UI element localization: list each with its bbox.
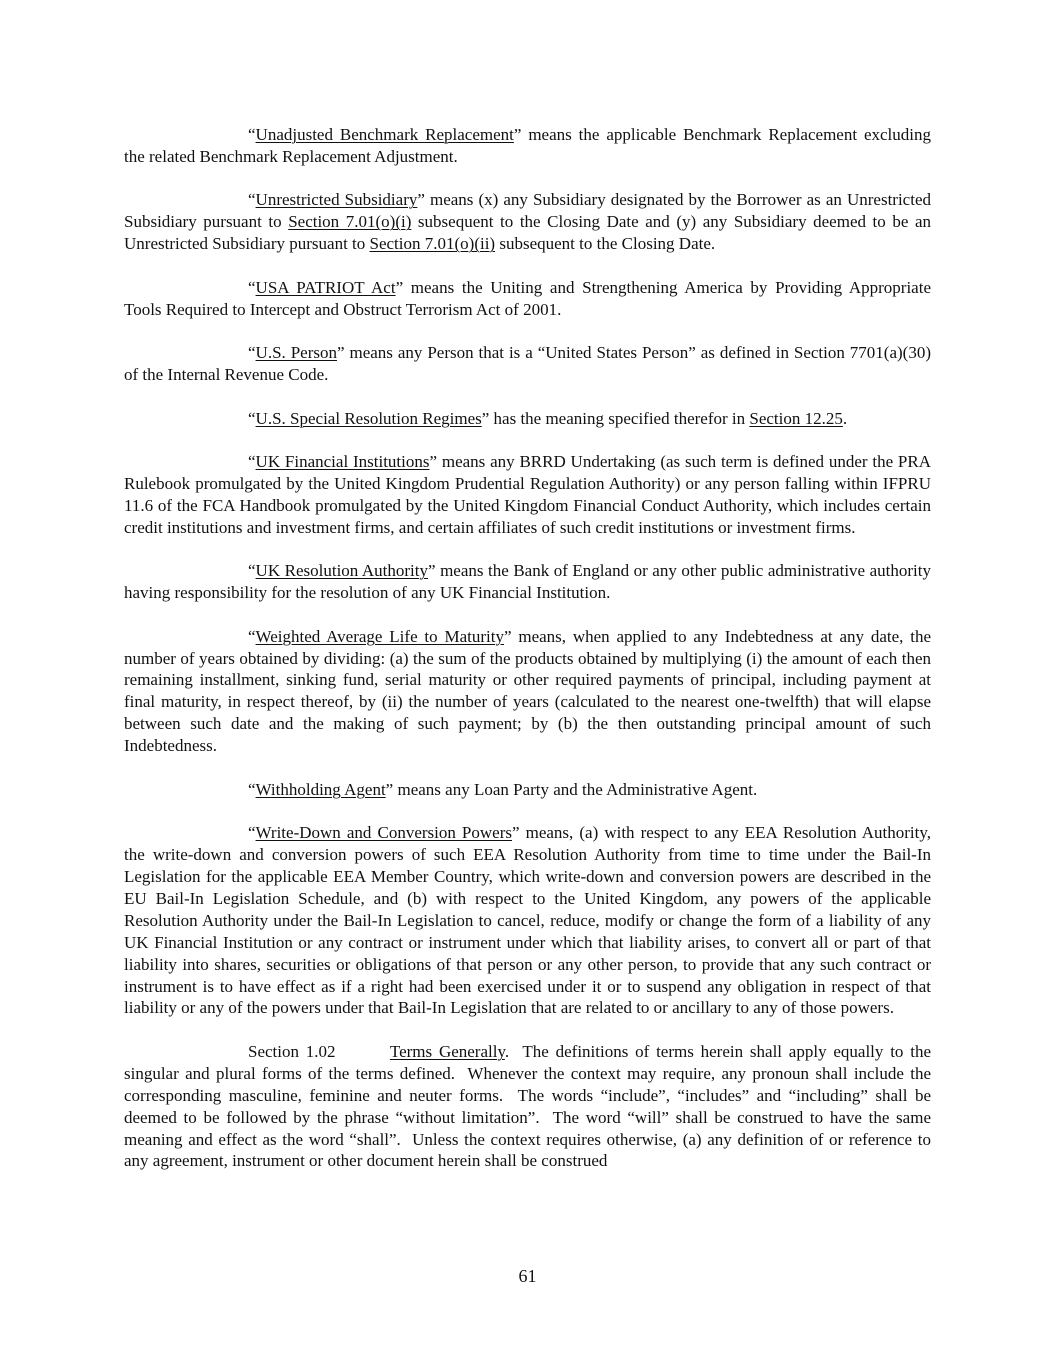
- section-reference: Section 7.01(o)(i): [288, 212, 412, 232]
- defined-term: Unrestricted Subsidiary: [255, 190, 418, 210]
- definition-text: has the meaning specified therefor in: [489, 408, 750, 428]
- definition-text: means (x) any Subsidiary designated by the Borrower as an Unrestricted Subsidiary pursuant to: [124, 190, 931, 232]
- definition-usa-patriot-act: [124, 277, 931, 321]
- definition-withholding-agent: [124, 779, 931, 801]
- page-number: 61: [518, 1266, 537, 1286]
- definition-text: means, (a) with respect to any EEA Resolution Authority, the write-down and conversion powers of such EEA Resolution Authority from time to time under the Bail-In Legislation for the applicable EEA Member Country, which write-down and conversion powers are described in the EU Bail-In Legislation Schedule, and (b) with respect to the United Kingdom, any powers of the applicable Resolution Authority under the Bail-In Legislation to cancel, reduce, modify or change the form of a liability of any UK Financial Institution or any contract or instrument under which that liability arises, to convert all or part of that liability into shares, securities or obligations of that person or any other person, to provide that any such contract or instrument is to have effect as if a right had been exercised under it or to suspend any obligation in respect of that liability or any of the powers under that Bail-In Legislation that are related to or ancillary to any of those powers.: [124, 823, 931, 1018]
- definition-text: means the Uniting and Strengthening America by Providing Appropriate Tools Required to Intercept and Obstruct Terrorism Act of 2001.: [124, 277, 931, 319]
- definition-text: means, when applied to any Indebtedness at any date, the number of years obtained by dividing: (a) the sum of the products obtained by multiplying (i) the amount of each then remaining installment, sinking fund, serial maturity or other required payments of principal, including payment at final maturity, in respect thereof, by (ii) the number of years (calculated to the nearest one-twelfth) that will elapse between such date and the making of such payment; by (b) the then outstanding principal amount of such Indebtedness.: [124, 626, 931, 756]
- definition-text: means any Person that is a “United States Person” as defined in Section 7701(a)(30) of the Internal Revenue Code.: [124, 343, 931, 385]
- close-quote: ”: [503, 626, 512, 646]
- definition-write-down-and-conversion-powers: [124, 822, 931, 1019]
- close-quote: ”: [512, 823, 520, 843]
- definition-text: means any Loan Party and the Administrative Agent.: [393, 779, 758, 799]
- section-text: The definitions of terms herein shall apply equally to the singular and plural forms of the terms defined. Whenever the context may require, any pronoun shall include the corresponding masculine, feminine and neuter forms. The words “include”, “includes” and “including” shall be deemed to be followed by the phrase “without limitation”. The word “will” shall be construed to have the same meaning and effect as the word “shall”. Unless the context requires otherwise, (a) any definition of or reference to any agreement, instrument or other document herein shall be construed: [124, 1041, 936, 1171]
- section-reference: Section 12.25: [749, 408, 843, 428]
- definition-weighted-average-life-to-maturity: [124, 626, 931, 757]
- close-quote: ”: [417, 190, 425, 210]
- close-quote: ”: [395, 277, 404, 297]
- definition-text: means any BRRD Undertaking (as such term is defined under the PRA Rulebook promulgated by the United Kingdom Prudential Regulation Authority) or any person falling within IFPRU 11.6 of the FCA Handbook promulgated by the United Kingdom Financial Conduct Authority, which includes certain credit institutions and investment firms, and certain affiliates of such credit institutions or investment firms.: [124, 452, 931, 537]
- definition-text: means the applicable Benchmark Replacement excluding the related Benchmark Replacement Adjustment.: [124, 125, 931, 166]
- definition-unadjusted-benchmark-replacement: [124, 124, 931, 168]
- section-1-02-terms-generally: [124, 1041, 936, 1172]
- document-page: [124, 124, 936, 1172]
- section-reference: Section 7.01(o)(ii): [369, 234, 496, 254]
- close-quote: ”: [385, 779, 394, 799]
- definition-text: means the Bank of England or any other public administrative authority having responsibility for the resolution of any UK Financial Institution.: [124, 561, 931, 603]
- definition-uk-financial-institutions: [124, 451, 931, 539]
- definition-text: subsequent to the Closing Date.: [495, 234, 716, 254]
- open-quote: “: [248, 779, 256, 799]
- close-quote: ”: [428, 561, 436, 581]
- section-title-period: .: [504, 1041, 510, 1061]
- open-quote: “: [248, 277, 256, 297]
- defined-term: Weighted Average Life to Maturity: [255, 626, 504, 646]
- defined-term: UK Financial Institutions: [255, 452, 430, 472]
- section-number: Section 1.02: [248, 1041, 336, 1061]
- section-title: Terms Generally: [389, 1041, 505, 1061]
- defined-term: Write-Down and Conversion Powers: [255, 823, 512, 843]
- open-quote: “: [248, 452, 256, 472]
- definition-us-special-resolution-regimes: [124, 408, 931, 430]
- close-quote: ”: [481, 408, 490, 428]
- definition-text: .: [842, 408, 848, 428]
- close-quote: ”: [513, 125, 522, 144]
- defined-term: USA PATRIOT Act: [255, 277, 396, 297]
- definition-uk-resolution-authority: [124, 560, 931, 604]
- defined-term: UK Resolution Authority: [255, 561, 428, 581]
- open-quote: “: [248, 561, 256, 581]
- open-quote: “: [248, 343, 256, 363]
- defined-term: U.S. Person: [255, 343, 337, 363]
- defined-term: Unadjusted Benchmark Replacement: [255, 125, 514, 144]
- close-quote: ”: [337, 343, 345, 363]
- open-quote: “: [248, 823, 256, 843]
- open-quote: “: [248, 125, 256, 144]
- definition-unrestricted-subsidiary: [124, 189, 931, 255]
- defined-term: U.S. Special Resolution Regimes: [255, 408, 482, 428]
- defined-term: Withholding Agent: [255, 779, 386, 799]
- open-quote: “: [248, 408, 256, 428]
- definition-us-person: [124, 342, 931, 386]
- open-quote: “: [248, 190, 256, 210]
- close-quote: ”: [429, 452, 438, 472]
- open-quote: “: [248, 626, 256, 646]
- definition-text: subsequent to the Closing Date and (y) any Subsidiary deemed to be an Unrestricted Subsidiary pursuant to: [124, 212, 931, 254]
